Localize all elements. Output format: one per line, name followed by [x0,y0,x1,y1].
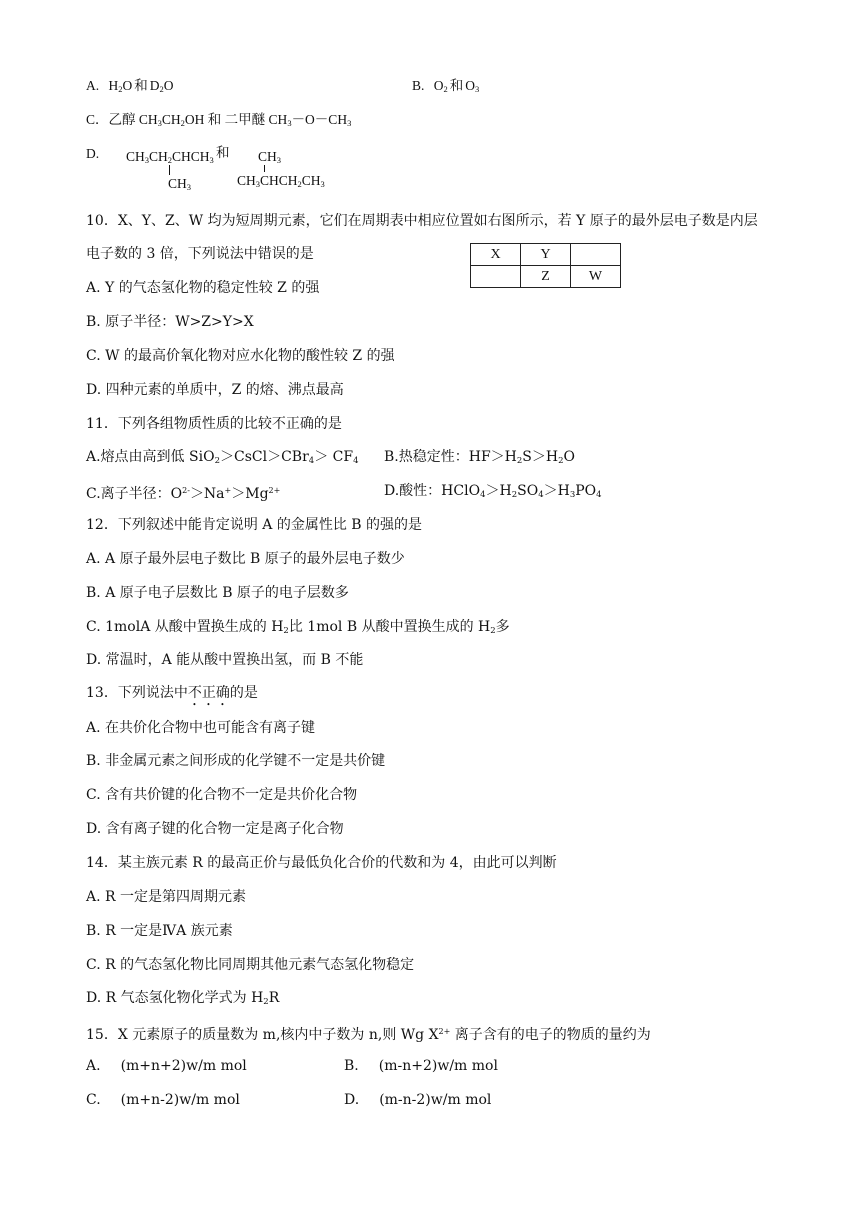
q10-option-b: B. 原子半径：W>Z>Y>X [86,314,254,330]
q15-stem: 15．X 元素原子的质量数为 m,核内中子数为 n,则 Wg $X^{2+}$ 离子含有的电子的物质的量约为 [86,1027,651,1043]
q15-option-d: D. (m-n-2)w/m mol [344,1092,492,1108]
q10-option-c: C. W 的最高价氧化物对应水化物的酸性较 Z 的强 [86,348,395,364]
q9-d-molecule1-branch: $CH_3$ [168,176,192,192]
table-row [471,244,621,266]
table-cell [571,244,621,266]
q11-option-d: D.酸性：$HClO_4>H_2SO_4>H_3PO_4$ [384,483,602,500]
q9-option-a: A. $H_2O$ 和 $D_2O$ [86,78,174,94]
q11-stem: 11．下列各组物质性质的比较不正确的是 [86,416,342,432]
q13-option-c: C. 含有共价键的化合物不一定是共价化合物 [86,787,358,803]
q11-option-b: B.热稳定性：$HF>H_2S>H_2O$ [384,449,576,466]
table-cell: Y [521,244,571,266]
q13-stem: 13．下列说法中不正确的是 [86,685,258,701]
periodic-position-table [470,243,621,288]
q13-option-b: B. 非金属元素之间形成的化学键不一定是共价键 [86,753,386,769]
q11-option-c: C.离子半径：$O^{2-}>Na^+>Mg^{2+}$ [86,486,281,502]
q10-stem-line1: 10．X、Y、Z、W 均为短周期元素，它们在周期表中相应位置如右图所示，若 Y 原子的最外层电子数是内层 [86,213,758,229]
q10-stem-line2: 电子数的 3 倍，下列说法中错误的是 [86,246,314,262]
option-label: B. [412,78,425,93]
q12-stem: 12．下列叙述中能肯定说明 A 的金属性比 B 的强的是 [86,517,423,533]
q9-d-and: 和 [216,145,230,160]
q14-option-c: C. R 的气态氢化物比同周期其他元素气态氢化物稳定 [86,957,415,973]
q9-d-molecule2-top: $CH_3$ [258,149,282,165]
q14-option-d: D. R 气态氢化物化学式为 $H_2R$ [86,990,280,1007]
q10-option-a: A. Y 的气态氢化物的稳定性较 Z 的强 [86,280,320,296]
q12-option-c: C. 1molA 从酸中置换生成的 $H_2$比 1mol B 从酸中置换生成的 $H_2$多 [86,619,510,636]
table-cell [471,266,521,288]
q9-option-d-label: D. [86,146,100,161]
q12-option-d: D. 常温时，A 能从酸中置换出氢，而 B 不能 [86,652,364,668]
q9-option-c: C．乙醇 $CH_3CH_2OH$ 和 二甲醚 $CH_3-O-CH_3$ [86,112,352,128]
q12-option-a: A. A 原子最外层电子数比 B 原子的最外层电子数少 [86,551,405,567]
table-row [471,266,621,288]
q14-option-b: B. R 一定是ⅣA 族元素 [86,923,233,939]
q13-option-d: D. 含有离子键的化合物一定是离子化合物 [86,821,344,837]
emphasis-text: 不正确 [187,685,230,701]
option-label: A. [86,78,100,93]
q10-option-d: D. 四种元素的单质中，Z 的熔、沸点最高 [86,382,344,398]
q14-option-a: A. R 一定是第四周期元素 [86,889,247,905]
table-cell: Z [521,266,571,288]
q13-option-a: A. 在共价化合物中也可能含有离子键 [86,720,316,736]
table-cell: X [471,244,521,266]
q15-option-c: C. (m+n-2)w/m mol [86,1092,240,1108]
q14-stem: 14．某主族元素 R 的最高正价与最低负化合价的代数和为 4，由此可以判断 [86,855,557,871]
q12-option-b: B. A 原子电子层数比 B 原子的电子层数多 [86,585,349,601]
bond-line [169,165,170,175]
table-cell: W [571,266,621,288]
bond-line [264,165,265,172]
q11-option-a: A.熔点由高到低 SiO$_2$＞CsCl＞CBr$_4$＞ $CF_4$ [86,449,359,466]
q15-option-a: A. (m+n+2)w/m mol [86,1058,247,1074]
q9-option-b: B. $O_2$ 和 $O_3$ [412,78,480,94]
q15-option-b: B. (m-n+2)w/m mol [344,1058,498,1074]
q9-d-molecule1-main: $CH_3CH_2CHCH_3$ [126,149,214,165]
q9-d-molecule2-main: $CH_3CHCH_2CH_3$ [237,173,325,189]
